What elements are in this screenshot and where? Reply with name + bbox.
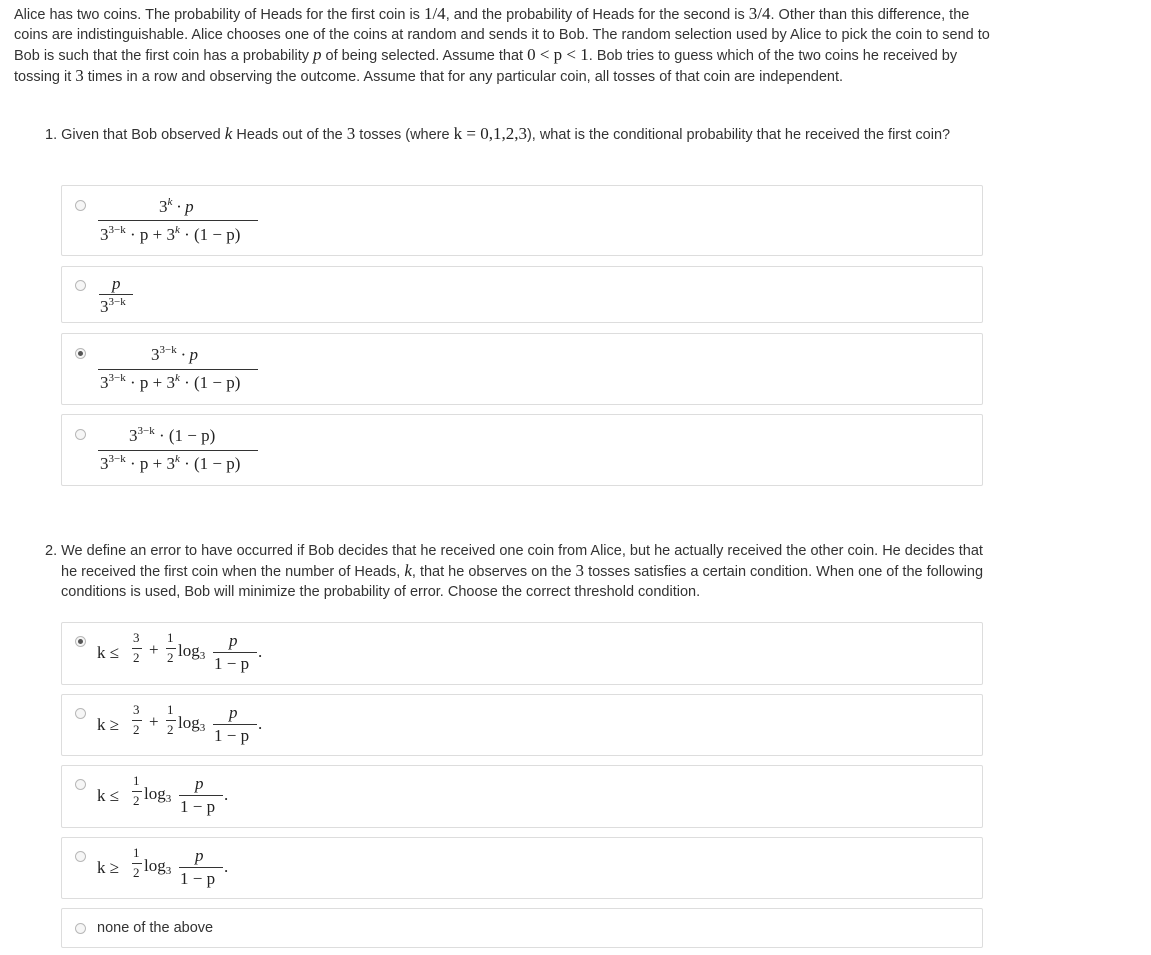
q2-c-relation: k ≤	[97, 786, 120, 805]
question-1-text: 1. Given that Bob observed k Heads out of the 3 tosses (where k = 0,1,2,3), what is the conditional probability that he received the first coin?	[45, 124, 951, 143]
q1-option-a-radio[interactable]	[75, 200, 86, 211]
p-range: 0 < p < 1	[527, 45, 589, 64]
toss-count: 3	[75, 66, 84, 85]
q2-a-log: $\log_3$	[178, 641, 206, 662]
q2-d-log: $\log_3$	[144, 856, 172, 877]
q1-option-a[interactable]	[61, 185, 983, 256]
q1-b-fraction-bar	[99, 294, 133, 295]
q2-d-relation: k ≥	[97, 858, 120, 877]
q2-e-label: none of the above	[97, 920, 214, 936]
q2-option-b[interactable]: k ≥ 3 2 + 1 2 $\log_3$ p 1 − p .	[61, 694, 983, 756]
q2-option-a-radio[interactable]	[75, 636, 86, 647]
problem-intro: Alice has two coins. The probability of Heads for the first coin is 1/4, and the probability of Heads for the second is 3/4. Other than this difference, the coins are indistinguishable. Alice chooses one of the coins at random and sends it to Bob. The random selection used by Alice to pick the coin to send to Bob is such that the first coin has a probability p of being selected. Assume that 0 < p < 1. Bob tries to guess which of the two coins he received by tossing it 3 times in a row and observing the outcome. Assume that for any particular coin, all tosses of that coin are independent.	[14, 4, 990, 85]
q2-option-e-radio[interactable]	[75, 923, 86, 934]
q1-b-denominator: $3^{3-k}$	[100, 296, 126, 316]
q2-c-log: $\log_3$	[144, 784, 172, 805]
q1-c-numerator: $3^{3-k} \cdot p$	[151, 344, 198, 364]
q2-option-d[interactable]: k ≥ 1 2 $\log_3$ p 1 − p .	[61, 837, 983, 899]
q1-c-fraction-bar	[98, 369, 258, 370]
q1-d-fraction-bar	[98, 450, 258, 451]
q2-b-relation: k ≥	[97, 715, 120, 734]
second-coin-prob: 3/4	[748, 4, 771, 23]
q1-c-denominator: $3^{3-k} \cdot p + 3^k \cdot (1 - p)$	[100, 372, 241, 392]
q1-a-numerator: $3^k \cdot p$	[159, 196, 194, 216]
q1-a-denominator: $3^{3-k} \cdot p + 3^k \cdot (1 - p)$	[100, 224, 241, 244]
q1-option-c-radio[interactable]	[75, 348, 86, 359]
q1-option-b[interactable]	[61, 266, 983, 323]
q2-b-log: $\log_3$	[178, 713, 206, 734]
q2-option-e[interactable]	[61, 908, 983, 948]
question-2-text: 2. We define an error to have occurred if Bob decides that he received one coin from Alice, but he actually received the other coin. He decides that he received the first coin when the number of Heads, k, that he observes on the 3 tosses satisfies a certain condition. When one of the following conditions is used, Bob will minimize the probability of error. Choose the correct threshold condition.	[45, 543, 984, 600]
q2-option-d-radio[interactable]	[75, 851, 86, 862]
q2-a-relation: k ≤	[97, 643, 120, 662]
q1-option-c[interactable]	[61, 333, 983, 405]
q1-d-numerator: $3^{3-k} \cdot (1 - p)$	[129, 425, 216, 445]
q2-option-c-radio[interactable]	[75, 779, 86, 790]
q1-a-fraction-bar	[98, 220, 258, 221]
q2-option-b-radio[interactable]	[75, 708, 86, 719]
q1-option-d[interactable]	[61, 414, 983, 486]
q2-option-a[interactable]: k ≤ 3 2 + 1 2 $\log_3$ p 1 − p .	[61, 622, 983, 685]
q1-option-d-radio[interactable]	[75, 429, 86, 440]
q1-d-denominator: $3^{3-k} \cdot p + 3^k \cdot (1 - p)$	[100, 453, 241, 473]
first-coin-prob: 1/4	[423, 4, 446, 23]
p-variable: p	[313, 45, 322, 64]
q2-option-c[interactable]: k ≤ 1 2 $\log_3$ p 1 − p .	[61, 765, 983, 828]
q1-b-numerator: p	[112, 274, 121, 293]
q1-option-b-radio[interactable]	[75, 280, 86, 291]
